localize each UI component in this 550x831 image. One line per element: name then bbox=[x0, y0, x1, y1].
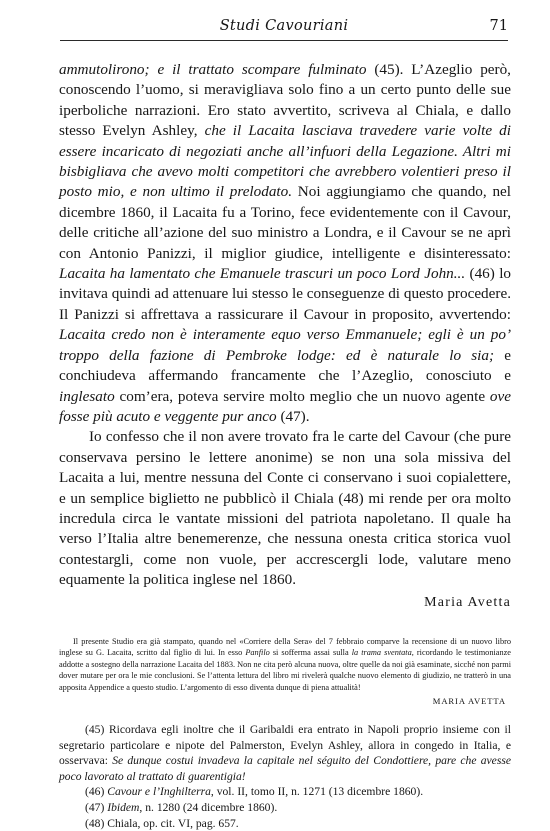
postscript-note-run-0: Il presente Studio era già stampato, quando nel «Corriere della Sera» del 7 febbraio comparve la recensione di un nuovo libro inglese su G. Lacaita, scritto dal figlio di lui. In esso bbox=[59, 637, 511, 658]
paragraph-continued-run-8: inglesato bbox=[59, 387, 115, 405]
footnote-45-run-0: (45) Ricordava egli inoltre che il Garibaldi era entrato in Napoli proprio insieme con il segretario particolare e nipote del Palmerston, Evelyn Ashley, allora in congedo in Italia, e osservava: bbox=[59, 723, 511, 768]
footnote-46-run-1: Cavour e l’Inghilterra bbox=[107, 785, 211, 799]
paragraph-continued-run-5: (46) lo invitava quindi ad attenuare lui stesso le conseguenze di questo procedere. Il Panizzi si affrettava a rassicurare il Cavour in proposito, avvertendo: bbox=[59, 265, 512, 323]
footnote-48 bbox=[59, 816, 511, 831]
footnote-46 bbox=[59, 784, 511, 800]
footnote-47 bbox=[59, 800, 511, 816]
footnote-47-run-2: , n. 1280 (24 dicembre 1860). bbox=[139, 800, 278, 814]
author-signature: Maria Avetta bbox=[424, 594, 511, 610]
running-title: Studi Cavouriani bbox=[219, 18, 349, 34]
paragraph-continued-run-3: Noi aggiungiamo che quando, nel dicembre 1860, il Lacaita fu a Torino, fece evidentemente con il Cavour, delle critiche all’azione del suo ministro a Londra, e il Cavour se ne aprì con Antonio Panizzi, il miglior giudice, intelligente e disinteressato: bbox=[59, 183, 511, 262]
paragraph-continued-run-0: ammutolirono; e il trattato scompare fulminato bbox=[59, 61, 367, 78]
paragraph-continued-run-6: Lacaita credo non è interamente equo verso Emmanuele; egli è un po’ troppo della fazione di Pembroke lodge: ed è naturale lo sia; bbox=[59, 326, 511, 364]
page-number: 71 bbox=[489, 18, 508, 34]
paragraph-continued-run-7: e conchiudeva affermando francamente che l’Azeglio, conosciuto e bbox=[59, 346, 511, 385]
paragraph-continued-run-1: (45). L’Azeglio però, conoscendo l’uomo, si meravigliava solo fino a un certo punto delle sue iperboliche narrazioni. Ero stato avvertito, scriveva al Chiala, e dallo stesso Evelyn Ashley, bbox=[59, 61, 511, 140]
paragraph-continued-run-9: com’era, poteva servire molto meglio che un nuovo agente bbox=[114, 387, 490, 405]
footnote-46-run-2: , vol. II, tomo II, n. 1271 (13 dicembre 1860). bbox=[210, 785, 424, 799]
paragraph-continued-run-11: (47). bbox=[276, 407, 310, 425]
footnote-47-run-0: (47) bbox=[85, 800, 108, 814]
main-text bbox=[59, 60, 511, 613]
footnote-45 bbox=[59, 722, 511, 784]
footnote-46-run-0: (46) bbox=[85, 785, 108, 799]
postscript-note-run-3: la trama sventata bbox=[351, 648, 412, 658]
paragraph-continued bbox=[59, 60, 511, 427]
header-rule bbox=[60, 40, 508, 41]
running-header bbox=[60, 18, 508, 38]
postscript-note-run-4: , ricordando le testimonianze addotte a sostegno della narrazione Lacaita del 1883. Non ne cita però alcuna nuova, oltre quelle da noi già esaminate, sicché non parmi dover mutare per ora le mie conclusioni. Se l’attenta lettura del libro mi rivelerà qualche nuovo elemento di giudizio, ne tratterò in una apposita Appendice a questo studio. L’argomento di esso diventa dunque di piena attualità! bbox=[59, 648, 511, 692]
footnotes bbox=[59, 722, 511, 831]
footnote-48-run-0: (48) Chiala, op. cit. VI, pag. 657. bbox=[85, 816, 239, 830]
postscript-note bbox=[59, 636, 511, 693]
postscript-note-run-1: Panfilo bbox=[245, 648, 270, 658]
postscript-note-run-2: si sofferma assai sulla bbox=[269, 648, 352, 658]
postscript-signature: MARIA AVETTA bbox=[432, 696, 506, 706]
paragraph-continued-run-10: ove fosse più acuto e veggente pur anco bbox=[59, 387, 511, 425]
footnote-47-run-1: Ibidem bbox=[107, 800, 140, 814]
paragraph-continued-run-2: che il Lacaita lasciava travedere varie volte di essere incaricato di negoziati anche all’infuori della Legazione. Altri mi bisbigliava che avevo molti competitori che avrebbero volentieri preso il posto mio, e non ultimo il prelodato. bbox=[59, 122, 511, 201]
footnote-45-run-1: Se dunque costui invadeva la capitale nel séguito del Condottiere, pare che avesse poco lavorato al trattato di guarentigia! bbox=[59, 754, 511, 783]
paragraph-continued-run-4: Lacaita ha lamentato che Emanuele trascuri un poco Lord John... bbox=[59, 265, 466, 283]
paragraph-confession: Io confesso che il non avere trovato fra le carte del Cavour (che pure conservava persino le lettere anonime) se non una sola missiva del Lacaita a lui, mentre nessuna del Conte ci conservano i suoi copialettere, e un semplice biglietto ne pubblicò il Chiala (48) mi rende per ora molto incredula circa le vantate missioni del patriota napoletano. Il quale ha verso l’Italia altre benemerenze, che nessuna onesta critica storica vuol contestargli, come non vuole, per accrescergli lode, valutare meno equamente la politica inglese nel 1860. bbox=[59, 428, 511, 589]
